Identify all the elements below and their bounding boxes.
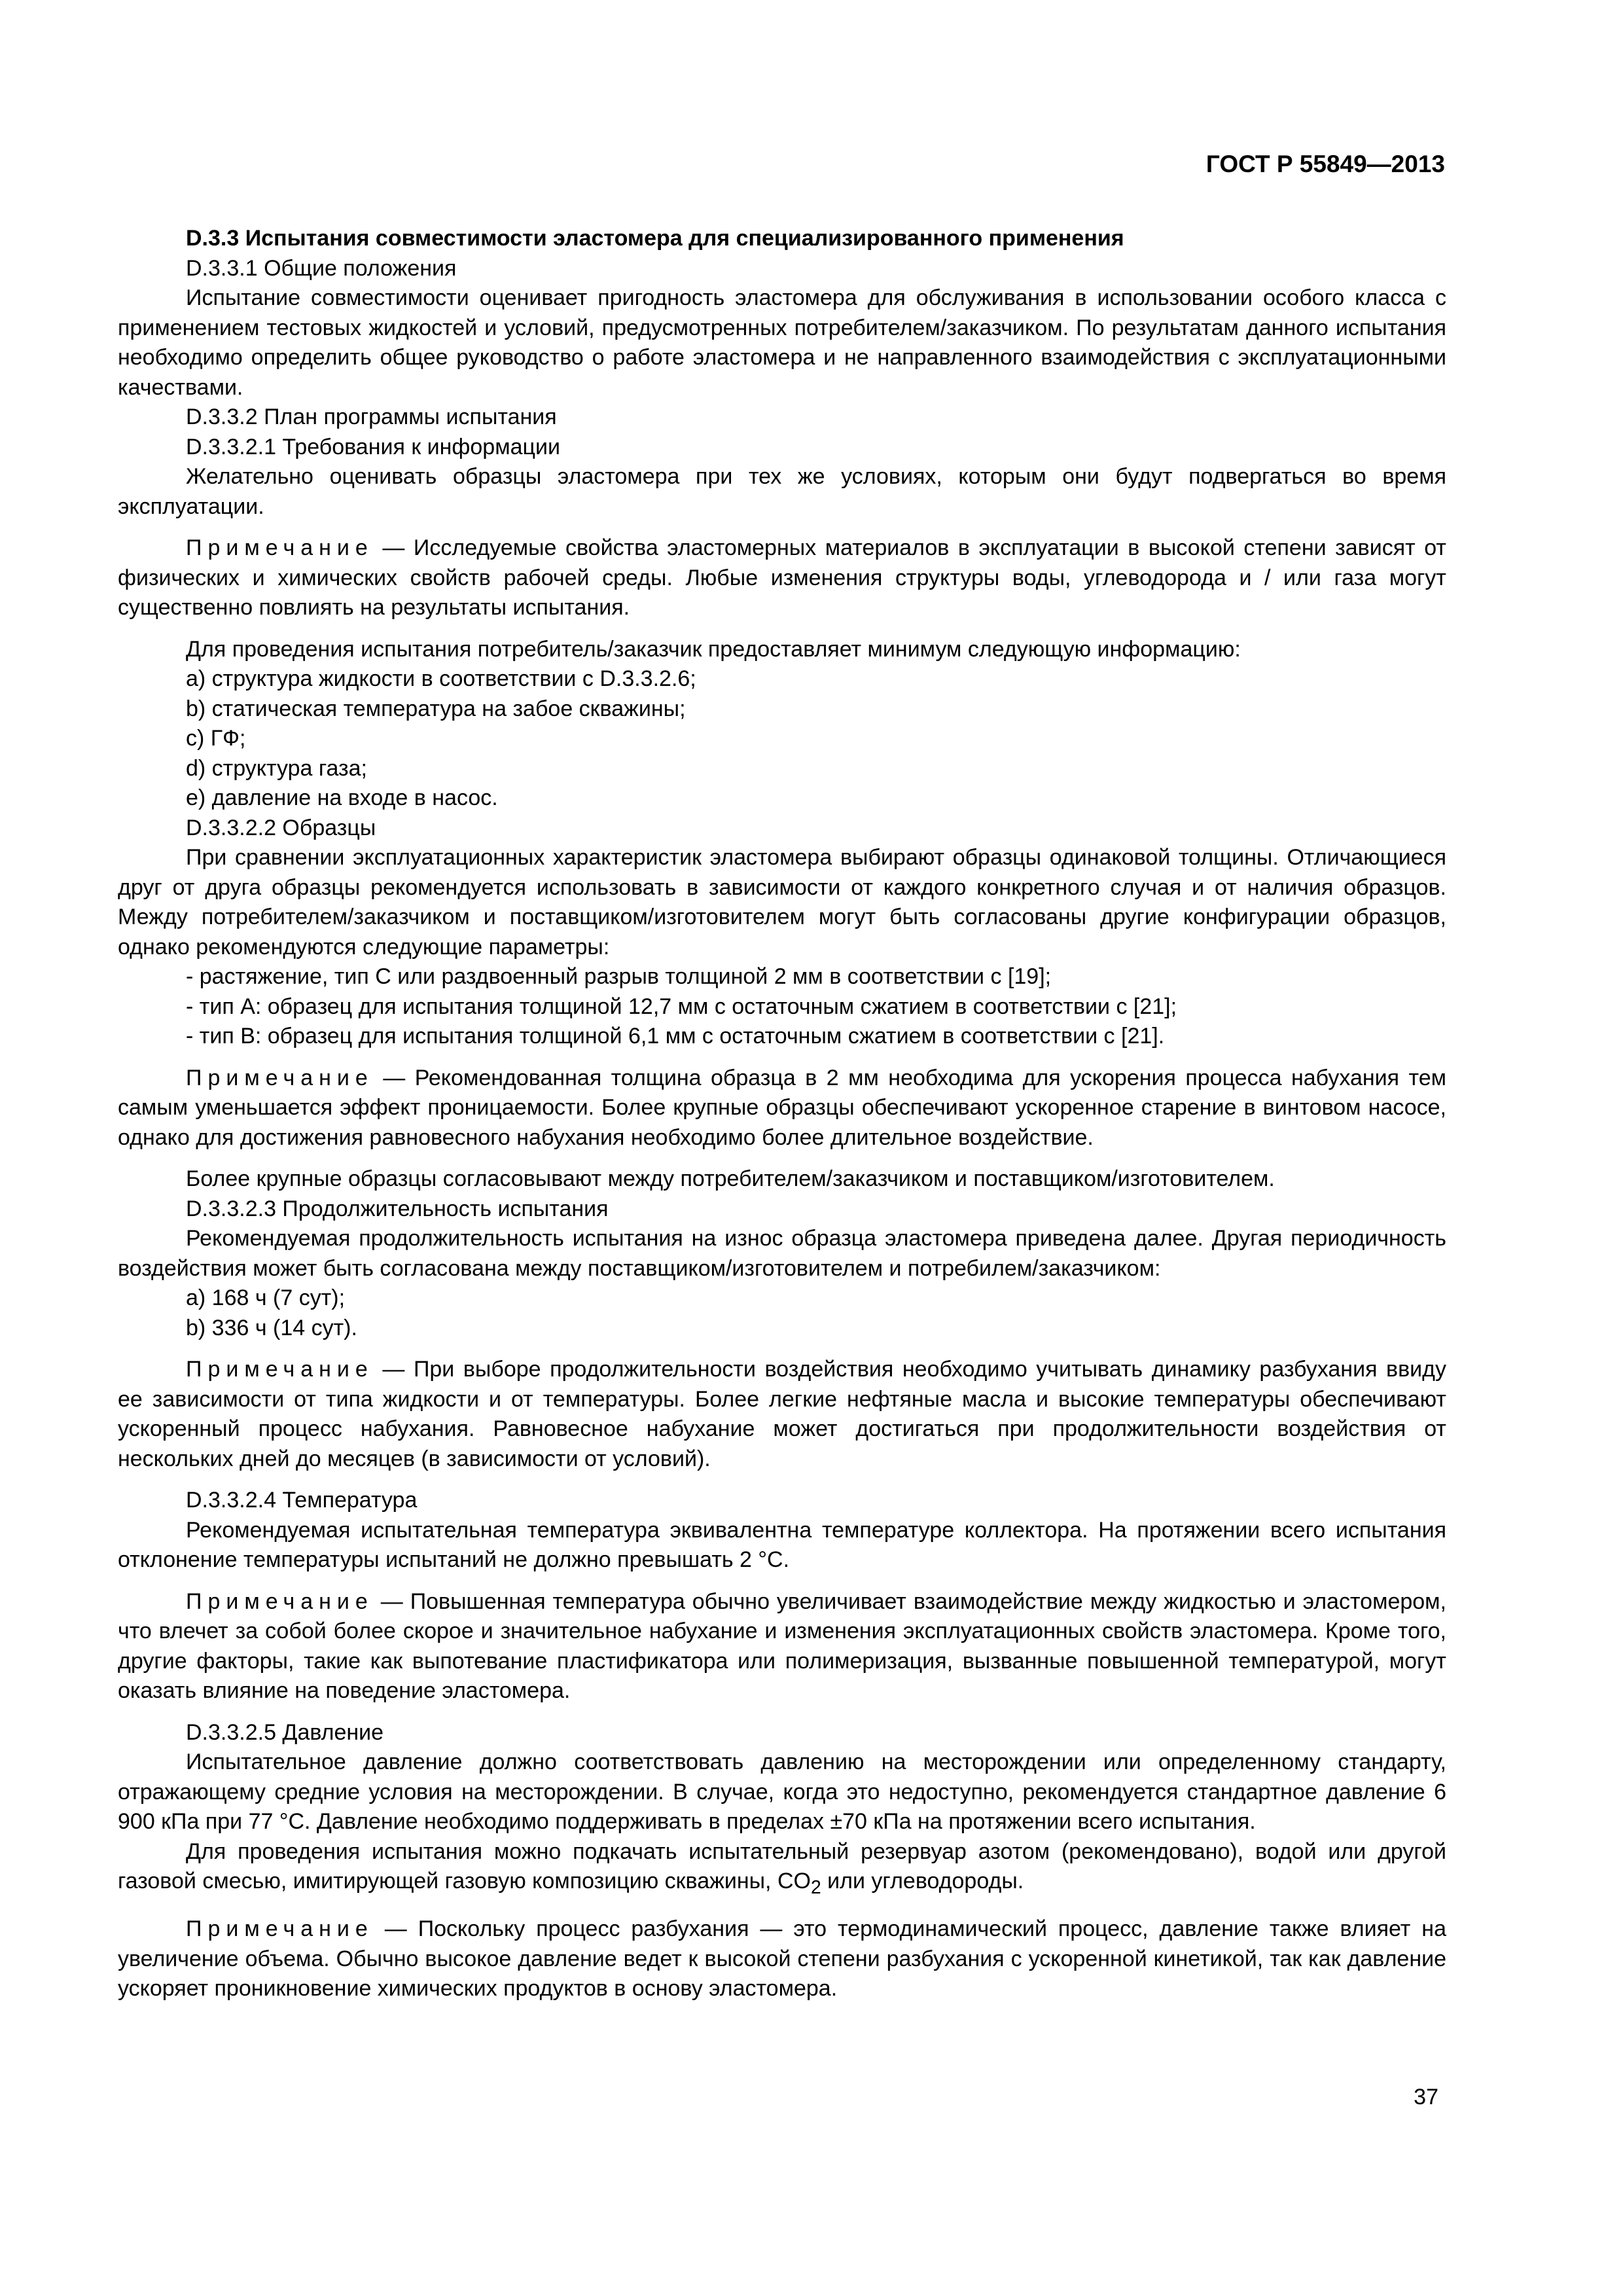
co2-subscript: 2 bbox=[810, 1876, 821, 1898]
note-paragraph-4 bbox=[118, 1587, 1446, 1706]
note-label: Примечание bbox=[186, 1065, 374, 1090]
paragraph-pressurize-reservoir bbox=[118, 1837, 1446, 1903]
paragraph-compatibility-test: Испытание совместимости оценивает пригодность эластомера для обслуживания в использовании особого класса с применением тестовых жидкостей и условий, предусмотренных потребителем/заказчиком. По результатам данного испытания необходимо определить общее руководство о работе эластомера и не направленного взаимодействия с эксплуатационными качествами. bbox=[118, 285, 1446, 400]
list-item-c: c) ГФ; bbox=[186, 726, 246, 751]
dash-item-type-b: - тип В: образец для испытания толщиной 6,1 мм с остаточным сжатием в соответствии с [21]. bbox=[186, 1024, 1165, 1049]
subsection-heading-d-3-3-2-4: D.3.3.2.4 Температура bbox=[186, 1488, 418, 1513]
paragraph-samples: При сравнении эксплуатационных характеристик эластомера выбирают образцы одинаковой толщины. Отличающиеся друг от друга образцы рекомендуется использовать в зависимости от каждого конкретного случая и от наличия образцов. Между потребителем/заказчиком и поставщиком/изготовителем могут быть согласованы другие конфигурации образцов, однако рекомендуются следующие параметры: bbox=[118, 845, 1446, 960]
note-label: Примечание bbox=[186, 1357, 374, 1382]
note-paragraph-5 bbox=[118, 1914, 1446, 2004]
subsection-heading-d-3-3-2-1: D.3.3.2.1 Требования к информации bbox=[186, 434, 560, 459]
subsection-heading-d-3-3-2-3: D.3.3.2.3 Продолжительность испытания bbox=[186, 1196, 609, 1221]
list-item-b: b) статическая температура на забое скважины; bbox=[186, 696, 686, 721]
paragraph-temperature: Рекомендуемая испытательная температура эквивалентна температуре коллектора. На протяжении всего испытания отклонение температуры испытаний не должно превышать 2 °С. bbox=[118, 1517, 1446, 1572]
paragraph-larger-samples: Более крупные образцы согласовывают между потребителем/заказчиком и поставщиком/изготовителем. bbox=[186, 1166, 1275, 1191]
document-body bbox=[118, 224, 1446, 2004]
note-label: Примечание bbox=[186, 1916, 374, 1942]
subsection-heading-d-3-3-2-2: D.3.3.2.2 Образцы bbox=[186, 815, 376, 840]
document-code-header: ГОСТ Р 55849—2013 bbox=[1205, 151, 1445, 177]
note-text-1: — Исследуемые свойства эластомерных материалов в эксплуатации в высокой степени зависят от физических и химических свойств рабочей среды. Любые изменения структуры воды, углеводорода и / или газа могут существенно повлиять на результаты испытания. bbox=[118, 535, 1446, 620]
note-paragraph-2 bbox=[118, 1064, 1446, 1153]
note-label: Примечание bbox=[186, 535, 374, 560]
note-text-3: — При выборе продолжительности воздействия необходимо учитывать динамику разбухания ввиду ее зависимости от типа жидкости и от температуры. Более легкие нефтяные масла и высокие температуры обеспечивают ускоренный процесс набухания. Равновесное набухание может достигаться при продолжительности воздействия от нескольких дней до месяцев (в зависимости от условий). bbox=[118, 1357, 1446, 1471]
subsection-heading-d-3-3-1: D.3.3.1 Общие положения bbox=[186, 255, 457, 281]
paragraph-pressure: Испытательное давление должно соответствовать давлению на месторождении или определенному стандарту, отражающему средние условия на месторождении. В случае, когда это недоступно, рекомендуется стандартное давление 6 900 кПа при 77 °С. Давление необходимо поддерживать в пределах ±70 кПа на протяжении всего испытания. bbox=[118, 1749, 1446, 1834]
dash-item-tension: - растяжение, тип С или раздвоенный разрыв толщиной 2 мм в соответствии с [19]; bbox=[186, 964, 1052, 989]
list-item-e: e) давление на входе в насос. bbox=[186, 785, 498, 810]
list-item-duration-a: a) 168 ч (7 сут); bbox=[186, 1285, 346, 1310]
list-item-a: a) структура жидкости в соответствии с D.3.3.2.6; bbox=[186, 666, 696, 691]
note-text-2: — Рекомендованная толщина образца в 2 мм необходима для ускорения процесса набухания тем самым уменьшается эффект проницаемости. Более крупные образцы обеспечивают ускоренное старение в винтовом насосе, однако для достижения равновесного набухания необходимо более длительное воздействие. bbox=[118, 1065, 1446, 1150]
subsection-heading-d-3-3-2: D.3.3.2 План программы испытания bbox=[186, 404, 557, 429]
subsection-heading-d-3-3-2-5: D.3.3.2.5 Давление bbox=[186, 1719, 384, 1745]
pressurize-text-end: или углеводороды. bbox=[821, 1869, 1024, 1893]
paragraph-information-required: Для проведения испытания потребитель/заказчик предоставляет минимум следующую информацию: bbox=[186, 636, 1241, 662]
paragraph-test-duration: Рекомендуемая продолжительность испытания на износ образца эластомера приведена далее. Другая периодичность воздействия может быть согласована между поставщиком/изготовителем и потребилем/заказчиком: bbox=[118, 1226, 1446, 1281]
pressurize-text: Для проведения испытания можно подкачать испытательный резервуар азотом (рекомендовано), водой или другой газовой смесью, имитирующей газовую композицию скважины, CO bbox=[118, 1839, 1446, 1893]
paragraph-evaluate-samples: Желательно оценивать образцы эластомера при тех же условиях, которым они будут подвергаться во время эксплуатации. bbox=[118, 464, 1446, 519]
dash-item-type-a: - тип А: образец для испытания толщиной 12,7 мм с остаточным сжатием в соответствии с [21]; bbox=[186, 994, 1177, 1019]
note-text-5: — Поскольку процесс разбухания — это термодинамический процесс, давление также влияет на увеличение объема. Обычно высокое давление ведет к высокой степени разбухания с ускоренной кинетикой, так как давление ускоряет проникновение химических продуктов в основу эластомера. bbox=[118, 1916, 1446, 2001]
note-text-4: — Повышенная температура обычно увеличивает взаимодействие между жидкостью и эластомером, что влечет за собой более скорое и значительное набухание и изменения эксплуатационных свойств эластомера. Кроме того, другие факторы, такие как выпотевание пластификатора или полимеризация, вызванные повышенной температурой, могут оказать влияние на поведение эластомера. bbox=[118, 1588, 1446, 1703]
page-number: 37 bbox=[1414, 2085, 1438, 2109]
note-paragraph-3 bbox=[118, 1355, 1446, 1474]
list-item-d: d) структура газа; bbox=[186, 755, 367, 781]
note-label: Примечание bbox=[186, 1588, 374, 1614]
section-heading-d-3-3: D.3.3 Испытания совместимости эластомера для специализированного применения bbox=[186, 226, 1124, 251]
list-item-duration-b: b) 336 ч (14 сут). bbox=[186, 1315, 357, 1340]
note-paragraph-1 bbox=[118, 533, 1446, 623]
